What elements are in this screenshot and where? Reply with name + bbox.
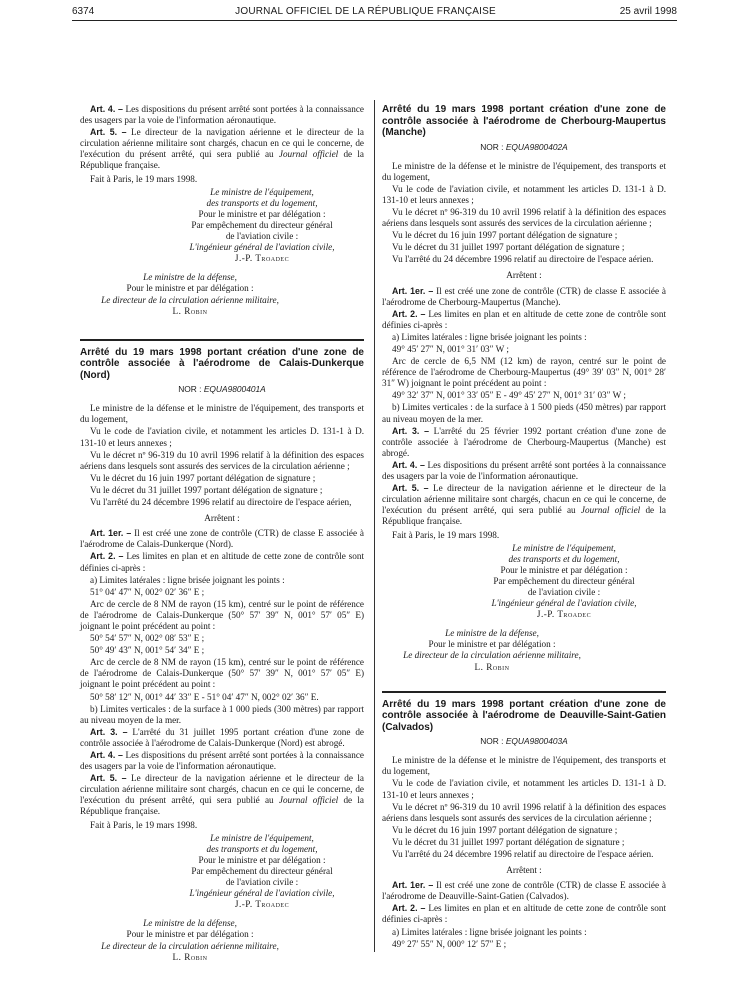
coordinate: 50° 54′ 57″ N, 002° 08′ 53″ E ;: [90, 633, 205, 644]
article-2-b: b) Limites verticales : de la surface à 1 500 pieds (450 mètres) par rapport au niveau moyen de la mer.: [382, 402, 666, 424]
preamble: Le ministre de la défense et le ministre de l'équipement, des transports et du logement,: [80, 403, 364, 425]
visa: Vu le code de l'aviation civile, et notamment les articles D. 131-1 à D. 131-10 et leurs annexes ;: [382, 183, 666, 205]
article-5: Art. 5. – Le directeur de la navigation aérienne et le directeur de la circulation aérienne militaire sont chargés, chacun en ce qui le concerne, de l'exécution du présent arrêté, qui sera publié au Journal officiel de la République française.: [382, 483, 666, 527]
coordinate: 50° 58′ 12″ N, 001° 44′ 33″ E - 51° 04′ 47″ N, 002° 02′ 36″ E.: [90, 691, 319, 702]
nor-calais: NOR : EQUA9800401A: [178, 384, 266, 395]
coordinate: 50° 49′ 43″ N, 001° 54′ 34″ E ;: [90, 645, 205, 656]
arc-description: Arc de cercle de 8 NM de rayon (15 km), centré sur le point de référence de l'aérodrome de Calais-Dunkerque (50° 57′ 39″ N, 001° 57′ 05″ E) joignant le point précédent au point :: [80, 657, 364, 690]
coordinate: 49° 45′ 27″ N, 001° 31′ 03″ W ;: [392, 344, 509, 354]
nor-deauville: NOR : EQUA9800403A: [480, 736, 568, 747]
article-5: Art. 5. – Le directeur de la navigation aérienne et le directeur de la circulation aérienne militaire sont chargés, chacun en ce qui le concerne, de l'exécution du présent arrêté, qui sera publié au Journal officiel de la République française.: [80, 127, 364, 171]
article-2-b: b) Limites verticales : de la surface à 1 000 pieds (300 mètres) par rapport au niveau moyen de la mer.: [80, 703, 364, 725]
article-1: Art. 1er. – Il est créé une zone de contrôle (CTR) de classe E associée à l'aérodrome de Calais-Dunkerque (Nord).: [80, 528, 364, 550]
fait-a-paris: Fait à Paris, le 19 mars 1998.: [90, 819, 198, 830]
article-1: Art. 1er. – Il est créé une zone de contrôle (CTR) de classe E associée à l'aérodrome de Deauville-Saint-Gatien (Calvados).: [382, 880, 666, 902]
section-separator: [80, 339, 364, 341]
left-column: [80, 104, 364, 963]
article-2-a: a) Limites latérales : ligne brisée joignant les points :: [90, 574, 285, 585]
article-5: Art. 5. – Le directeur de la navigation aérienne et le directeur de la circulation aérienne militaire sont chargés, chacun en ce qui le concerne, de l'exécution du présent arrêté, qui sera publié au Journal officiel de la République française.: [80, 773, 364, 817]
visa: Vu le décret du 16 juin 1997 portant délégation de signature ;: [392, 824, 618, 835]
fait-a-paris: Fait à Paris, le 19 mars 1998.: [392, 529, 500, 540]
visa: Vu le décret du 31 juillet 1997 portant délégation de signature ;: [90, 484, 323, 495]
issue-date: 25 avril 1998: [619, 6, 677, 17]
signature-defense: Le ministre de la défense, Pour le ministre et par délégation : Le directeur de la circulation aérienne militaire, L. Robin: [403, 628, 581, 672]
coordinate: 51° 04′ 47″ N, 002° 02′ 36″ E ;: [90, 586, 205, 597]
visa: Vu le code de l'aviation civile, et notamment les articles D. 131-1 à D. 131-10 et leurs annexes ;: [80, 426, 364, 448]
preamble: Le ministre de la défense et le ministre de l'équipement, des transports et du logement,: [382, 160, 666, 182]
preamble: Le ministre de la défense et le ministre de l'équipement, des transports et du logement,: [382, 755, 666, 777]
signature-equipement: Le ministre de l'équipement, des transports et du logement, Pour le ministre et par délégation : Par empêchement du directeur général de l'aviation civile : L'ingénieur général de l'aviation civile, J.-P. Troadec: [189, 186, 335, 264]
visa: Vu le décret nº 96-319 du 10 avril 1996 relatif à la définition des espaces aériens dans lesquels sont assurés des services de la circulation aérienne ;: [382, 206, 666, 229]
visa: Vu l'arrêté du 24 décembre 1996 relatif au directoire de l'espace aérien.: [392, 848, 654, 859]
decree-title-cherbourg: Arrêté du 19 mars 1998 portant création d'une zone de contrôle associée à l'aérodrome de Cherbourg-Maupertus (Manche): [382, 104, 666, 138]
visa: Vu le décret nº 96-319 du 10 avril 1996 relatif à la définition des espaces aériens dans lesquels sont assurés des services de la circulation aérienne ;: [80, 449, 364, 471]
arretent: Arrêtent :: [506, 865, 542, 876]
page-header: [0, 0, 731, 22]
section-separator: [382, 691, 666, 693]
article-2: Art. 2. – Les limites en plan et en altitude de cette zone de contrôle sont définies ci-après :: [382, 308, 666, 330]
signature-equipement: Le ministre de l'équipement, des transports et du logement, Pour le ministre et par délégation : Par empêchement du directeur général de l'aviation civile : L'ingénieur général de l'aviation civile, J.-P. Troadec: [491, 542, 637, 620]
article-2-a: a) Limites latérales : ligne brisée joignant les points :: [392, 331, 587, 342]
arretent: Arrêtent :: [506, 270, 542, 281]
visa: Vu le décret du 16 juin 1997 portant délégation de signature ;: [392, 230, 618, 241]
article-2-a: a) Limites latérales : ligne brisée joignant les points :: [392, 926, 587, 937]
journal-title: JOURNAL OFFICIEL DE LA RÉPUBLIQUE FRANÇAISE: [235, 6, 496, 17]
visa: Vu le décret du 31 juillet 1997 portant délégation de signature ;: [392, 836, 625, 847]
signature-defense: Le ministre de la défense, Pour le ministre et par délégation : Le directeur de la circulation aérienne militaire, L. Robin: [101, 918, 279, 962]
arc-description: Arc de cercle de 8 NM de rayon (15 km), centré sur le point de référence de l'aérodrome de Calais-Dunkerque (50° 57′ 39″ N, 001° 57′ 05″ E) joignant le point précédent au point :: [80, 598, 364, 631]
article-3: Art. 3. – L'arrêté du 25 février 1992 portant création d'une zone de contrôle associée à l'aérodrome de Cherbourg-Maupertus (Manche) est abrogé.: [382, 425, 666, 458]
signature-equipement: Le ministre de l'équipement, des transports et du logement, Pour le ministre et par délégation : Par empêchement du directeur général de l'aviation civile : L'ingénieur général de l'aviation civile, J.-P. Troadec: [189, 832, 335, 910]
fait-a-paris: Fait à Paris, le 19 mars 1998.: [90, 173, 198, 184]
nor-cherbourg: NOR : EQUA9800402A: [480, 141, 568, 152]
visa: Vu le décret du 16 juin 1997 portant délégation de signature ;: [90, 472, 316, 483]
article-1: Art. 1er. – Il est créé une zone de contrôle (CTR) de classe E associée à l'aérodrome de Cherbourg-Maupertus (Manche).: [382, 285, 666, 307]
article-4: Art. 4. – Les dispositions du présent arrêté sont portées à la connaissance des usagers par la voie de l'information aéronautique.: [382, 459, 666, 482]
signature-defense: Le ministre de la défense, Pour le ministre et par délégation : Le directeur de la circulation aérienne militaire, L. Robin: [101, 272, 279, 316]
column-divider: [374, 100, 375, 952]
arretent: Arrêtent :: [204, 513, 240, 524]
visa: Vu le décret du 31 juillet 1997 portant délégation de signature ;: [392, 242, 625, 253]
article-2: Art. 2. – Les limites en plan et en altitude de cette zone de contrôle sont définies ci-après :: [382, 903, 666, 925]
decree-title-deauville: Arrêté du 19 mars 1998 portant création d'une zone de contrôle associée à l'aérodrome de Deauville-Saint-Gatien (Calvados): [382, 698, 666, 733]
article-4: Art. 4. – Les dispositions du présent arrêté sont portées à la connaissance des usagers par la voie de l'information aéronautique.: [80, 104, 364, 126]
visa: Vu l'arrêté du 24 décembre 1996 relatif au directoire de l'espace aérien,: [90, 497, 352, 508]
article-3: Art. 3. – L'arrêté du 31 juillet 1995 portant création d'une zone de contrôle associée à l'aérodrome de Calais-Dunkerque (Nord) est abrogé.: [80, 726, 364, 748]
article-4: Art. 4. – Les dispositions du présent arrêté sont portées à la connaissance des usagers par la voie de l'information aéronautique.: [80, 750, 364, 772]
visa: Vu le code de l'aviation civile, et notamment les articles D. 131-1 à D. 131-10 et leurs annexes ;: [382, 778, 666, 800]
coordinate: 49° 27′ 55″ N, 000° 12′ 57″ E ;: [392, 938, 507, 949]
visa: Vu l'arrêté du 24 décembre 1996 relatif au directoire de l'espace aérien.: [392, 254, 654, 265]
coordinate: 49° 32′ 37″ N, 001° 33′ 05″ E - 49° 45′ 27″ N, 001° 31′ 03″ W ;: [392, 390, 626, 401]
page-number: 6374: [72, 6, 95, 17]
visa: Vu le décret nº 96-319 du 10 avril 1996 relatif à la définition des espaces aériens dans lesquels sont assurés des services de la circulation aérienne ;: [382, 801, 666, 823]
article-2: Art. 2. – Les limites en plan et en altitude de cette zone de contrôle sont définies ci-après :: [80, 551, 364, 573]
header-rule: [72, 20, 677, 21]
arc-description: Arc de cercle de 6,5 NM (12 km) de rayon, centré sur le point de référence de l'aérodrome de Cherbourg-Maupertus (49° 39′ 03″ N, 001° 28′ 31″ W) joignant le point précédent au point :: [382, 356, 666, 389]
right-column: [382, 104, 666, 951]
decree-title-calais: Arrêté du 19 mars 1998 portant création d'une zone de contrôle associée à l'aérodrome de Calais-Dunkerque (Nord): [80, 346, 364, 381]
